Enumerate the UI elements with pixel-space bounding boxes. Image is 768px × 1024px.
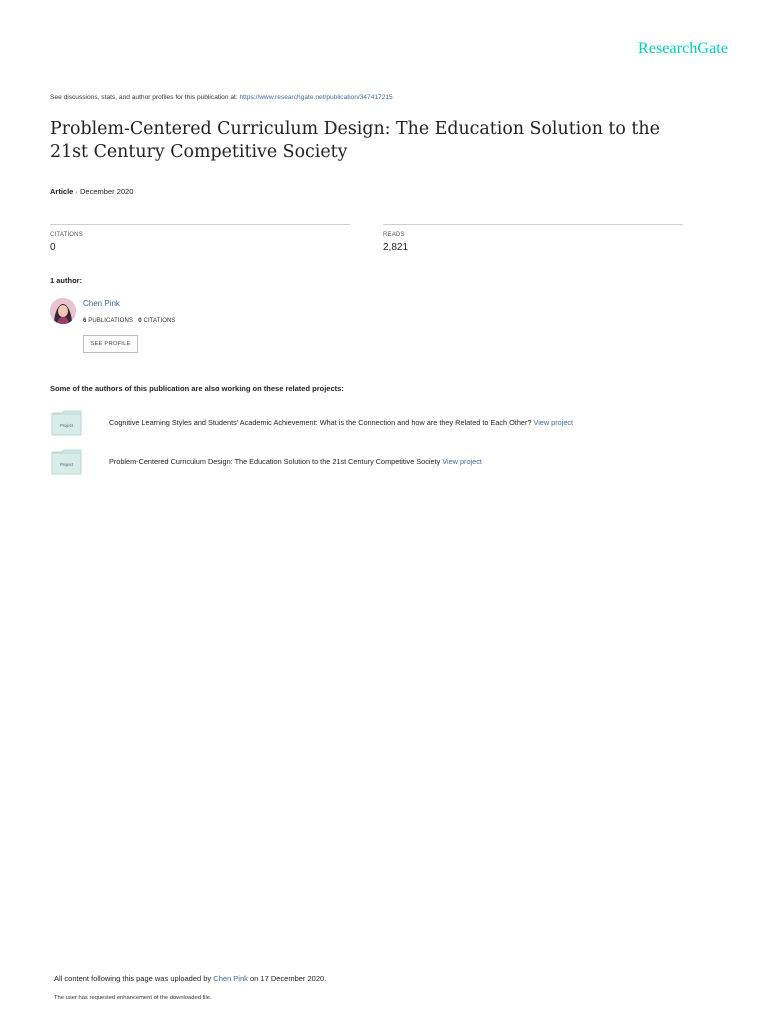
publication-url-link[interactable]: https://www.researchgate.net/publication/347417215 [239,94,393,101]
uploader-link[interactable]: Chen Pink [213,974,248,983]
authors-heading: 1 author: [50,276,83,285]
author-citations-label: CITATIONS [143,318,176,324]
author-publications-label: PUBLICATIONS [88,318,133,324]
author-name-link[interactable]: Chen Pink [83,299,120,308]
reads-value: 2,821 [383,242,409,253]
upload-prefix: All content following this page was uploaded by [54,974,214,983]
author-avatar[interactable] [50,298,76,324]
project-item [109,457,482,466]
discussion-line [50,94,393,101]
project-title: Cognitive Learning Styles and Students' Academic Achievement: What is the Connection and how are they Related to Each Other? [109,418,532,427]
upload-suffix: on 17 December 2020. [247,974,327,983]
reads-label: READS [383,232,405,238]
publication-date: December 2020 [80,187,134,196]
author-stats [83,318,176,324]
view-project-link[interactable]: View project [442,457,482,466]
project-folder-icon[interactable] [51,410,82,436]
enhancement-note: The user has requested enhancement of the downloaded file. [54,995,212,1001]
discussion-text: See discussions, stats, and author profiles for this publication at: [50,94,240,101]
view-project-link[interactable]: View project [533,418,574,427]
reads-divider [383,224,683,225]
project-item [109,418,573,427]
avatar-photo-icon [50,298,76,324]
publication-meta [50,187,133,196]
citations-value: 0 [50,242,56,253]
see-profile-button[interactable]: SEE PROFILE [83,335,138,353]
publication-title: Problem-Centered Curriculum Design: The Education Solution to the 21st Century Competitive Society [50,119,660,162]
citations-label: CITATIONS [50,232,83,238]
project-title: Problem-Centered Curriculum Design: The Education Solution to the 21st Century Competitive Society [109,457,441,466]
author-citations-count: 0 [138,318,142,324]
researchgate-logo[interactable]: ResearchGate [638,40,729,57]
project-folder-icon[interactable] [51,449,82,475]
meta-separator: · [73,187,81,196]
publication-type: Article [50,187,74,196]
project-icon-label: Project [59,423,74,428]
citations-divider [50,224,350,225]
upload-note [54,974,326,983]
project-icon-label: Project [59,462,74,467]
related-projects-heading: Some of the authors of this publication are also working on these related projects: [50,384,344,393]
author-publications-count: 6 [83,318,87,324]
